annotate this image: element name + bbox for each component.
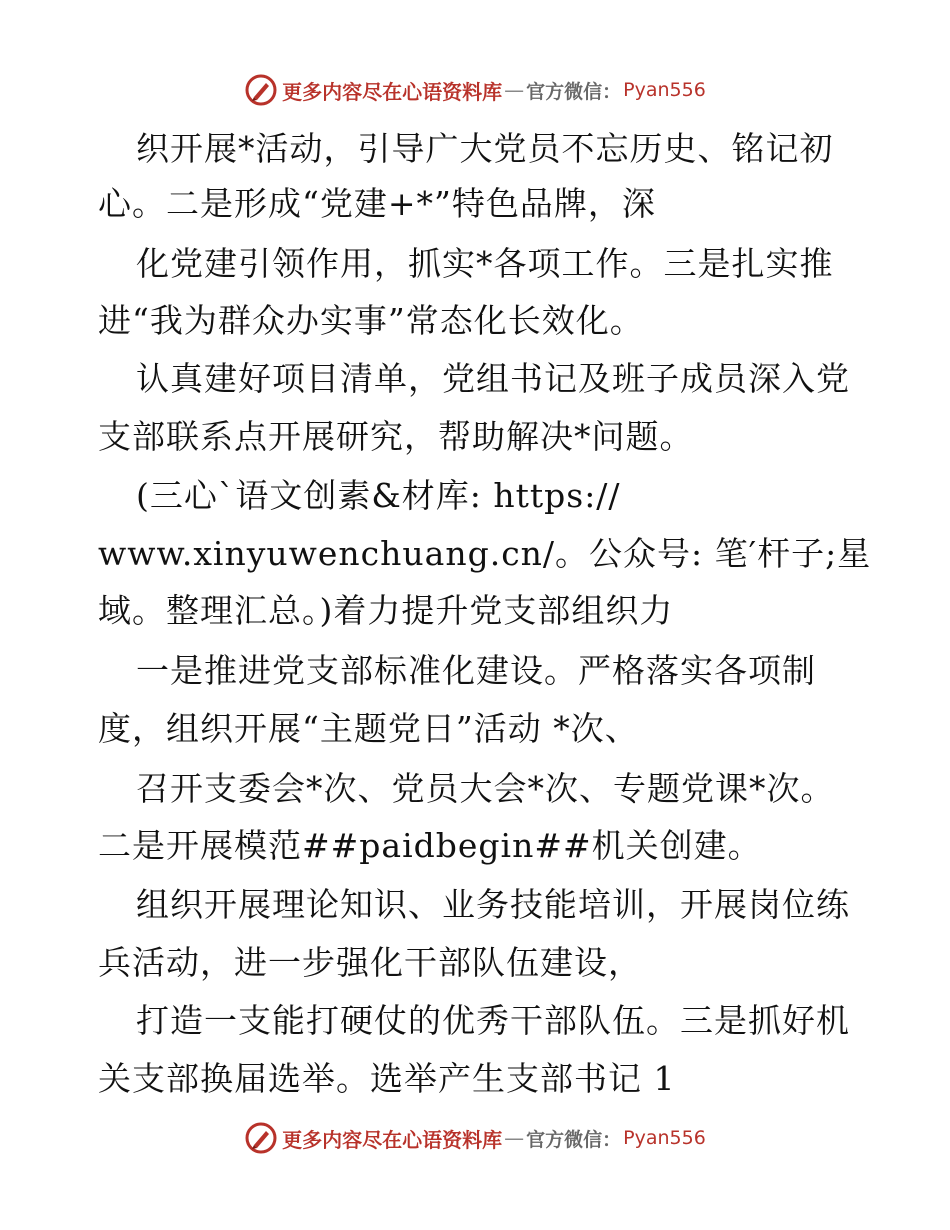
text-line: 一是推进党支部标准化建设。严格落实各项制 bbox=[136, 651, 816, 690]
text-line: 度，组织开展“主题党日”活动 *次、 bbox=[98, 709, 639, 748]
text-line: (三心`语文创素&材库: https:// bbox=[136, 476, 621, 515]
watermark-main-text: 更多内容尽在心语资料库 bbox=[282, 1127, 503, 1152]
text-line: 关支部换届选举。选举产生支部书记 1 bbox=[98, 1059, 676, 1098]
text-line: www.xinyuwenchuang.cn/。公众号: 笔′杆子;星 bbox=[98, 534, 872, 573]
pen-logo-icon bbox=[244, 73, 278, 107]
text-line: 兵活动，进一步强化干部队伍建设， bbox=[98, 943, 642, 982]
text-line: 化党建引领作用，抓实*各项工作。三是扎实推 bbox=[136, 244, 834, 283]
watermark-main-text: 更多内容尽在心语资料库 bbox=[282, 79, 503, 104]
text-line: 召开支委会*次、党员大会*次、专题党课*次。 bbox=[136, 769, 835, 808]
text-line: 组织开展理论知识、业务技能培训，开展岗位练 bbox=[136, 885, 850, 924]
text-line: 心。二是形成“党建+*”特色品牌，深 bbox=[98, 184, 656, 223]
text-line: 织开展*活动，引导广大党员不忘历史、铭记初 bbox=[136, 129, 834, 168]
watermark-separator: — bbox=[504, 1126, 525, 1150]
text-line: 进“我为群众办实事”常态化长效化。 bbox=[98, 301, 644, 340]
text-line: 二是开展模范##paidbegin##机关创建。 bbox=[98, 826, 762, 865]
watermark-id: Pyan556 bbox=[623, 1127, 706, 1149]
watermark-id: Pyan556 bbox=[623, 79, 706, 101]
text-line: 支部联系点开展研究，帮助解决*问题。 bbox=[98, 417, 694, 456]
header-watermark bbox=[0, 70, 950, 110]
text-line: 域。整理汇总。)着力提升党支部组织力 bbox=[98, 591, 674, 630]
watermark-sub-text: 官方微信： bbox=[526, 1128, 622, 1151]
text-line: 打造一支能打硬仗的优秀干部队伍。三是抓好机 bbox=[136, 1001, 850, 1040]
text-line: 认真建好项目清单，党组书记及班子成员深入党 bbox=[136, 359, 850, 398]
watermark-sub-text: 官方微信： bbox=[526, 80, 622, 103]
watermark-separator: — bbox=[504, 78, 525, 102]
footer-watermark bbox=[0, 1118, 950, 1158]
pen-logo-icon bbox=[244, 1121, 278, 1155]
